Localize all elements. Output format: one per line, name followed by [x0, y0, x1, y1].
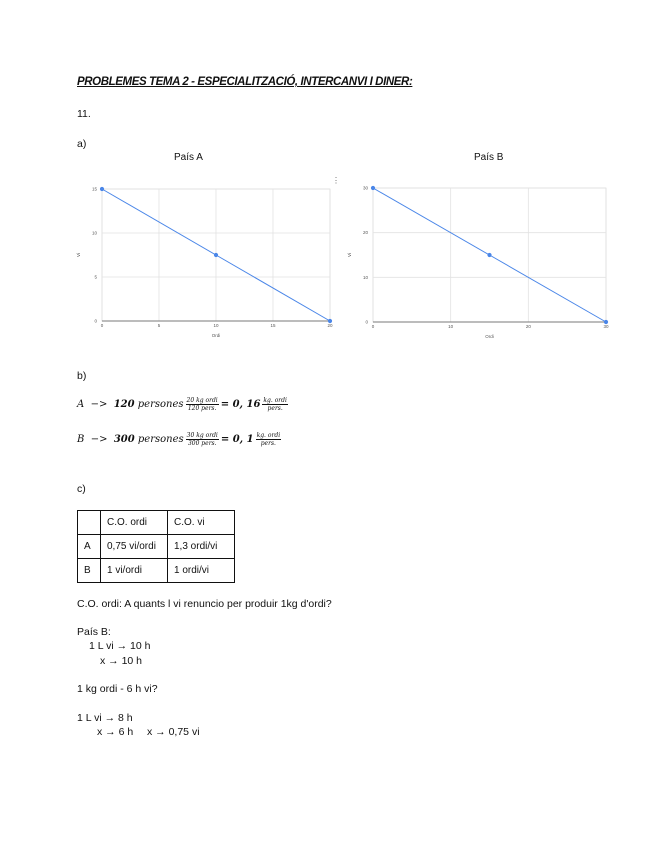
table-cell: A [78, 535, 101, 559]
x-tick-label: 5 [157, 323, 161, 328]
x-tick-label: 20 [525, 324, 531, 329]
x-tick-label: 0 [371, 324, 375, 329]
table-cell: 1 ordi/vi [168, 559, 235, 583]
calc-line: x → 10 h [100, 655, 143, 667]
formula-unit: persones [137, 434, 184, 445]
data-point [371, 186, 375, 190]
formula-lhs: B [77, 434, 85, 445]
table-row [78, 559, 235, 583]
formula-result: = 0, 16 [220, 399, 261, 410]
x-axis-label: Ordi [211, 333, 221, 338]
x-tick-label: 10 [213, 323, 219, 328]
table-cell: 0,75 vi/ordi [101, 535, 168, 559]
table-header-cell: C.O. ordi [101, 511, 168, 535]
x-tick-label: 0 [100, 323, 104, 328]
y-tick-label: 0 [365, 319, 368, 325]
chart-a-title: País A [174, 152, 203, 163]
formula-b [77, 432, 283, 447]
data-point [487, 253, 491, 257]
chart-b-title: País B [474, 152, 504, 163]
formula-arrow: −> [90, 434, 108, 445]
y-tick-label: 15 [91, 186, 97, 192]
calc-line: x → 6 h [97, 726, 134, 738]
table-header-cell: C.O. vi [168, 511, 235, 535]
data-point [100, 187, 104, 191]
chart-a [70, 170, 340, 350]
more-options-icon[interactable]: ⋮ [332, 176, 340, 185]
calc-line: x → 0,75 vi [147, 726, 200, 738]
data-point [214, 253, 218, 257]
opportunity-cost-table [77, 510, 235, 583]
exercise-number: 11. [77, 108, 91, 120]
data-point [604, 320, 608, 324]
table-row [78, 535, 235, 559]
formula-fraction: $\frac{\text{30 kg ordi}}{\text{300 pers.}}$ [186, 432, 218, 447]
y-axis-label: Vi [347, 253, 352, 257]
formula-fraction: $\frac{\text{20 kg ordi}}{\text{120 pers.}}$ [186, 397, 218, 412]
table-cell: B [78, 559, 101, 583]
formula-result-unit: $\frac{\text{kg. ordi}}{\text{pers.}}$ [263, 397, 287, 412]
x-axis-label: Ordi [485, 334, 494, 339]
calc-question: 1 kg ordi - 6 h vi? [77, 683, 158, 695]
page-title: PROBLEMES TEMA 2 - ESPECIALITZACIÓ, INTERCANVI I DINER: [77, 76, 413, 88]
formula-unit: persones [137, 399, 184, 410]
x-tick-label: 15 [270, 323, 276, 328]
chart-b [345, 170, 615, 350]
formula-count: 120 [113, 399, 135, 410]
formula-a [77, 397, 290, 412]
table-header-cell [78, 511, 101, 535]
y-tick-label: 20 [362, 230, 368, 236]
formula-lhs: A [77, 399, 85, 410]
y-tick-label: 5 [94, 274, 97, 280]
x-tick-label: 20 [327, 323, 333, 328]
country-b-label: País B: [77, 626, 111, 638]
x-tick-label: 30 [603, 324, 609, 329]
y-tick-label: 10 [362, 274, 368, 280]
part-a-label: a) [77, 138, 87, 150]
table-header-row [78, 511, 235, 535]
table-cell: 1,3 ordi/vi [168, 535, 235, 559]
table-cell: 1 vi/ordi [101, 559, 168, 583]
part-c-label: c) [77, 483, 86, 495]
formula-result-unit: $\frac{\text{kg. ordi}}{\text{pers.}}$ [256, 432, 281, 447]
data-point [328, 319, 332, 323]
part-b-label: b) [77, 370, 87, 382]
y-tick-label: 30 [362, 185, 368, 191]
formula-arrow: −> [90, 399, 108, 410]
question-line: C.O. ordi: A quants l vi renuncio per produir 1kg d'ordi? [77, 598, 332, 610]
calc-line: 1 L vi → 10 h [89, 640, 151, 652]
y-tick-label: 10 [91, 230, 97, 236]
formula-result: = 0, 1 [220, 434, 254, 445]
formula-count: 300 [113, 434, 135, 445]
y-tick-label: 0 [94, 318, 97, 324]
x-tick-label: 10 [448, 324, 454, 329]
y-axis-label: Vi [76, 253, 81, 257]
calc-line: 1 L vi → 8 h [77, 712, 133, 724]
